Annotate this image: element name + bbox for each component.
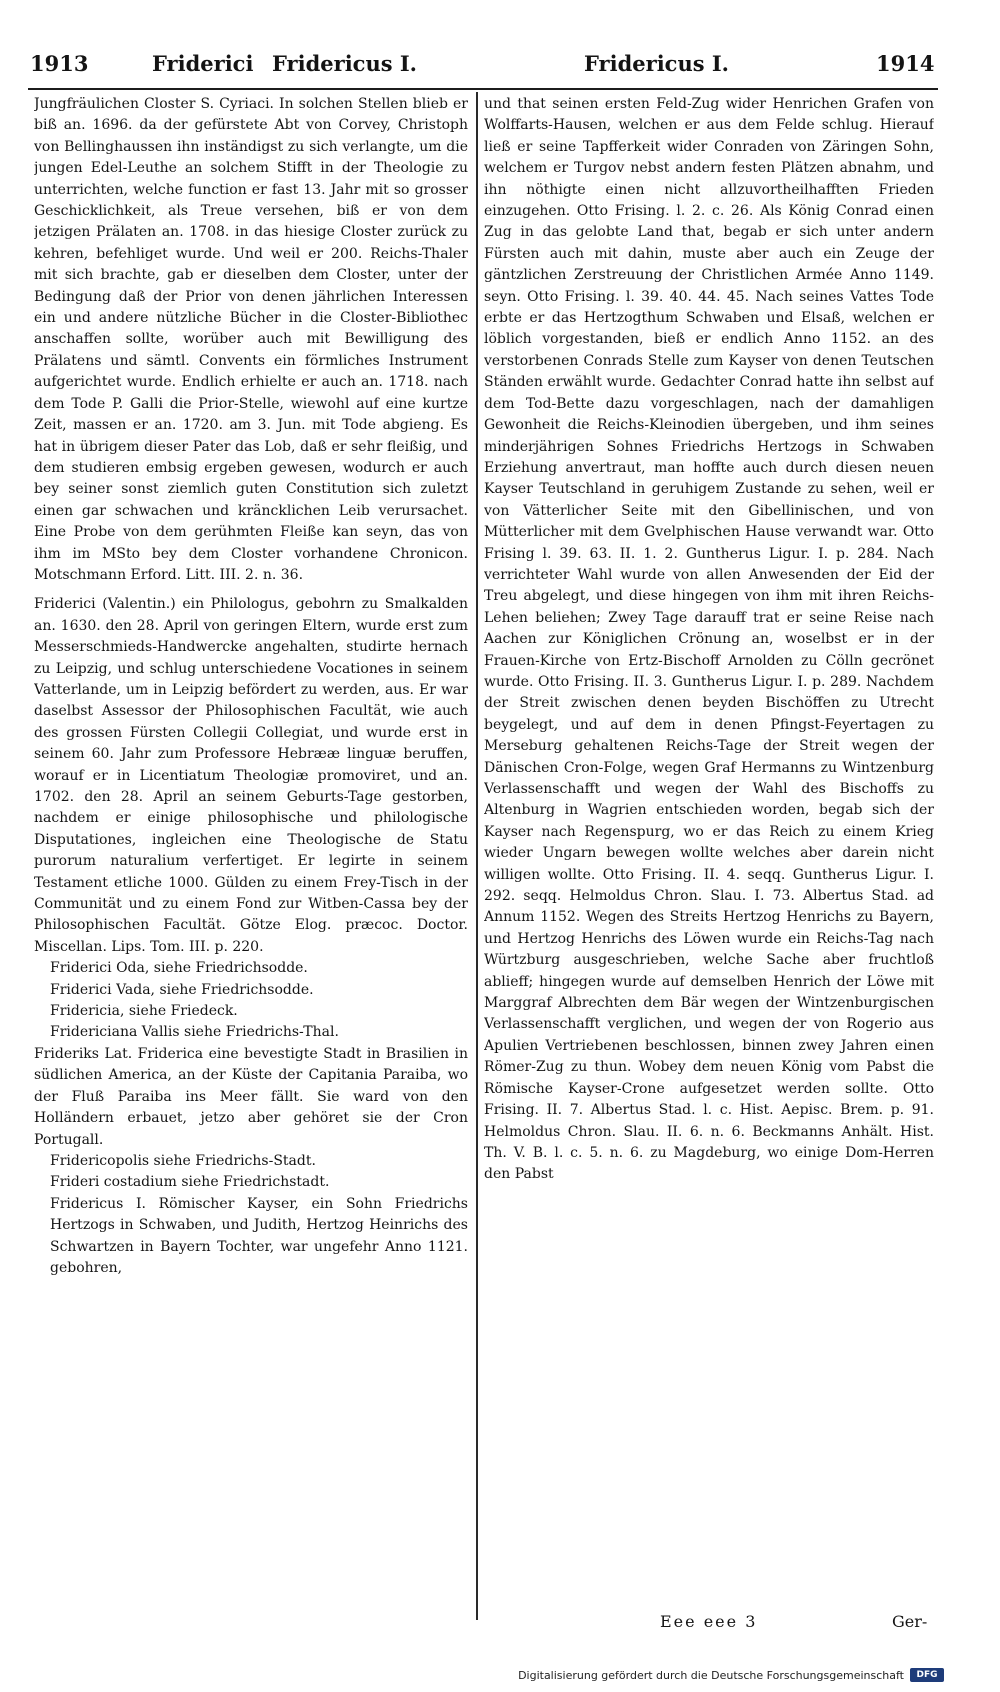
entry-fridericopolis: Fridericopolis siehe Friedrichs-Stadt. xyxy=(50,1152,316,1169)
entry-continuation: Jungfräulichen Closter S. Cyriaci. In solchen Stellen blieb er biß an. 1696. da der gefürstete Abt von Corvey, Christoph von Bellinghaussen ihn inständigst zu sich verlangte, um die jungen Edel-Leuthe an solchem Stifft in der Theologie zu unterrichten, welche function er fast 13. Jahr mit so grosser Geschicklichkeit, als Treue versehen, biß er von dem jetzigen Prälaten an. 1708. in das hiesige Closter zurück zu kehren, befehliget wurde. Und weil er 200. Reichs-Thaler mit sich brachte, gab er dieselben dem Closter, unter der Bedingung daß der Prior von denen jährlichen Interessen ein und andere nützliche Bücher in die Closter-Bibliothec anschaffen sollte, worüber auch mit Bewilligung des Prälatens und sämtl. Convents ein förmliches Instrument aufgerichtet wurde. Endlich erhielte er auch an. 1718. nach dem Tode P. Galli die Prior-Stelle, wiewohl auf eine kurtze Zeit, massen er an. 1720. am 3. Jun. mit Tode abgieng. Es hat in übrigem dieser Pater das Lob, daß er sehr fleißig, und dem studieren embsig ergeben gewesen, wodurch er auch bey seiner sonst ziemlich guten Constitution sich zuletzt einen gar schwachen und kräncklichen Leib verursachet. Eine Probe von dem gerühmten Fleiße kan seyn, das von ihm im MSto bey dem Closter vorhandene Chronicon. Motschmann Erford. Litt. III. 2. n. 36. xyxy=(34,96,468,583)
column-divider xyxy=(476,92,478,1620)
entry-fridericus-i-continued: und that seinen ersten Feld-Zug wider Henrichen Grafen von Wolffarts-Hausen, welchen er aus dem Felde schlug. Hierauf ließ er seine Tapfferkeit wider Conraden von Zäringen Sohn, welchem er Turgov nebst andern festen Plätzen abnahm, und ihn nöthigte einen nicht allzuvortheilhafften Frieden einzugehen. Otto Frising. l. 2. c. 26. Als König Conrad einen Zug in das gelobte Land that, begab er sich unter andern Fürsten auch mit dahin, muste aber auch ein Zeuge der gäntzlichen Zerstreuung der Christlichen Armée Anno 1149. seyn. Otto Frising. l. 39. 40. 44. 45. Nach seines Vattes Tode erbte er das Hertzogthum Schwaben und Elsaß, welchen er löblich vorgestanden, bieß er endlich Anno 1152. an des verstorbenen Conrads Stelle zum Kayser von denen Teutschen Ständen erwählt wurde. Gedachter Conrad hatte ihn selbst auf dem Tod-Bette dazu vorgeschlagen, nach der damahligen Gewonheit die Reichs-Kleinodien übergeben, und ihm seines minderjährigen Sohnes Friedrichs Hertzogs in Schwaben Erziehung anvertraut, man hoffte auch durch diesen neuen Kayser Teutschland in geruhigem Zustande zu sehen, weil er von Vätterlicher Seite mit den Gibellinischen, und von Mütterlicher mit dem Gvelphischen Hause verwandt war. Otto Frising l. 39. 63. II. 1. 2. Guntherus Ligur. I. p. 284. Nach verrichteter Wahl wurde von allen Anwesenden der Eid der Treu abgelegt, und diese hingegen von ihm mit ihren Reichs-Lehen beliehen; Zwey Tage darauff trat er seine Reise nach Aachen zur Königlichen Crönung an, woselbst er in der Frauen-Kirche von Ertz-Bischoff Arnolden zu Cölln gecrönet wurde. Otto Frising. II. 3. Guntherus Ligur. I. p. 289. Nachdem der Streit zwischen denen beyden Bischöffen zu Utrecht beygelegt, und auf dem in denen Pfingst-Feyertagen zu Merseburg gehaltenen Reichs-Tage der Streit wegen der Dänischen Cron-Folge, wegen Graf Hermanns zu Wintzenburg Verlassenschafft und wegen der Wahl des Bischoffs zu Altenburg in Wagrien entschieden worden, begab sich der Kayser nach Regenspurg, wo er das Reich zu einem Krieg wieder Ungarn bewegen wollte welches aber darein nicht willigen wollte. Otto Frising. II. 4. seqq. Guntherus Ligur. I. 292. seqq. Helmoldus Chron. Slau. I. 73. Albertus Stad. ad Annum 1152. Wegen des Streits Hertzog Henrichs zu Bayern, und Hertzog Henrichs des Löwen wurde ein Reichs-Tag nach Würtzburg ausgeschrieben, welche Sache aber fruchtloß ablieff; hingegen wurde auf demselben Henrich der Löwe mit Marggraf Albrechten dem Bär wegen der Wintzenburgischen Verlassenschafft verglichen, und wegen der von Rogerio aus Apulien Vertriebenen beschlossen, binnen zwey Jahren einen Römer-Zug zu thun. Wobey dem neuen König vom Pabst die Römische Kayser-Crone aufgesetzet werden sollte. Otto Frising. II. 7. Albertus Stad. l. c. Hist. Aepisc. Brem. p. 91. Helmoldus Chron. Slau. II. 6. n. 6. Beckmanns Anhält. Hist. Th. V. B. l. c. 5. n. 6. zu Magdeburg, wo einige Dom-Herren den Pabst xyxy=(484,96,934,1183)
footer-text: Digitalisierung gefördert durch die Deutsche Forschungsgemeinschaft xyxy=(518,1668,904,1682)
right-page-number: 1914 xyxy=(876,51,935,76)
entry-fridericus-i: Fridericus I. Römischer Kayser, ein Sohn Friedrichs Hertzogs in Schwaben, und Judith, Hertzog Heinrichs des Schwartzen in Bayern Tochter, war ungefehr Anno 1121. gebohren, xyxy=(50,1195,468,1276)
left-page-number: 1913 xyxy=(30,51,89,76)
header-rule xyxy=(28,88,938,90)
entry-fridericiana-vallis: Fridericiana Vallis siehe Friedrichs-Thal. xyxy=(50,1024,339,1041)
catchword: Ger- xyxy=(892,1612,928,1631)
entry-friderici-vada: Friderici Vada, siehe Friedrichsodde. xyxy=(50,981,314,998)
right-running-head: Fridericus I. xyxy=(584,51,729,76)
entry-friderici-oda: Friderici Oda, siehe Friedrichsodde. xyxy=(50,960,308,977)
right-column xyxy=(484,94,934,1619)
entry-frideriks: Frideriks Lat. Friderica eine bevestigte Stadt in Brasilien in südlichen America, an der Küste der Capitania Paraiba, wo der Fluß Paraiba ins Meer fällt. Sie ward von den Holländern erbauet, jetzo aber gehöret sie der Cron Portugall. xyxy=(34,1045,468,1148)
dfg-logo-icon: DFG xyxy=(910,1668,944,1682)
entry-frideri-costadium: Frideri costadium siehe Friedrichstadt. xyxy=(50,1174,330,1191)
left-running-head-1: Friderici xyxy=(152,51,254,76)
entry-friderici-valentin: Friderici (Valentin.) ein Philologus, gebohrn zu Smalkalden an. 1630. den 28. April von geringen Eltern, wurde erst zum Messerschmieds-Handwercke angehalten, studirte hernach zu Leipzig, und schlug unterschiedene Vocationes in seinem Vatterlande, um in Leipzig befördert zu werden, aus. Er war daselbst Assessor der Philosophischen Facultät, wie auch des grossen Fürsten Collegii Collegiat, und wurde erst in seinem 60. Jahr zum Professore Hebrææ linguæ beruffen, worauf er in Licentiatum Theologiæ promoviret, und an. 1702. den 28. April an seinem Geburts-Tage gestorben, nachdem er einige philosophische und philologische Disputationes, ingleichen eine Theologische de Statu purorum naturalium verfertiget. Er legirte in seinem Testament etliche 1000. Gülden zu einem Frey-Tisch in der Communität und zu einem Fond zur Witben-Cassa bey der Philosophischen Facultät. Götze Elog. præcoc. Doctor. Miscellan. Lips. Tom. III. p. 220. xyxy=(34,596,468,955)
left-running-head-2: Fridericus I. xyxy=(272,51,417,76)
entry-fridericia: Fridericia, siehe Friedeck. xyxy=(50,1003,238,1020)
signature-mark: Eee eee 3 xyxy=(660,1612,758,1631)
left-column xyxy=(34,94,468,1619)
digitization-footer xyxy=(518,1668,944,1682)
